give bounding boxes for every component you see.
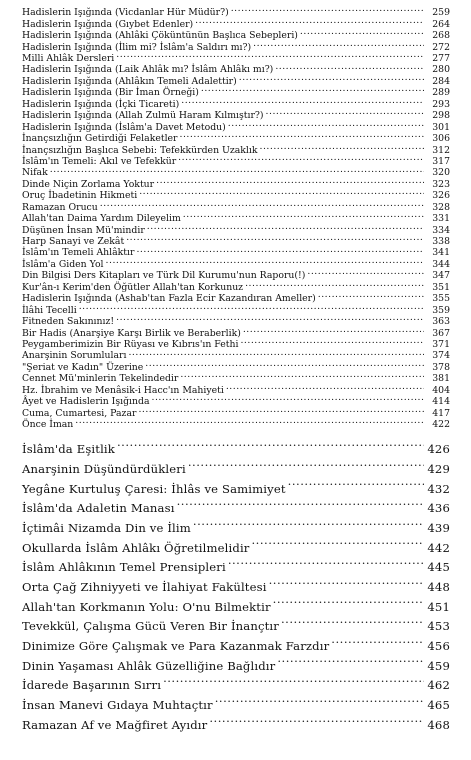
dot-leader xyxy=(281,619,424,631)
toc-entry xyxy=(22,558,450,578)
dot-leader xyxy=(188,461,424,473)
dot-leader xyxy=(240,338,424,347)
toc-entry-page-number: 317 xyxy=(432,155,450,167)
dot-leader xyxy=(318,292,424,301)
dot-leader xyxy=(215,698,424,710)
toc-entry-title: Hadislerin Işığında (Ahlâkın Temeli Adalettir) xyxy=(22,75,237,87)
dot-leader xyxy=(266,109,424,118)
toc-small-section xyxy=(22,6,450,429)
toc-entry-title: Dinimize Göre Çalışmak ve Para Kazanmak Farzdır xyxy=(22,639,330,654)
toc-entry xyxy=(22,578,450,598)
dot-leader xyxy=(128,349,424,358)
dot-leader xyxy=(231,6,424,15)
toc-entry xyxy=(22,52,450,63)
toc-entry-title: Oruç İbadetinin Hikmeti xyxy=(22,190,138,202)
toc-entry-page-number: 451 xyxy=(427,599,450,614)
toc-entry-title: İslâm'a Giden Yol xyxy=(22,258,104,270)
dot-leader xyxy=(147,223,424,232)
toc-entry-page-number: 453 xyxy=(427,619,450,634)
toc-entry xyxy=(22,637,450,657)
dot-leader xyxy=(79,303,424,312)
dot-leader xyxy=(139,189,424,198)
toc-entry-page-number: 448 xyxy=(427,580,450,594)
toc-entry xyxy=(22,338,450,349)
toc-entry-title: Hadislerin Işığında (Bir İman Örneği) xyxy=(22,87,199,99)
toc-entry-page-number: 371 xyxy=(432,338,450,350)
toc-entry-page-number: 359 xyxy=(432,304,450,316)
toc-entry-title: "Şeriat ve Kadın" Üzerine xyxy=(22,361,144,373)
toc-entry-title: İnsan Manevi Gıdaya Muhtaçtır xyxy=(22,698,213,713)
toc-entry-page-number: 268 xyxy=(432,30,450,42)
toc-entry-title: Yegâne Kurtuluş Çaresi: İhlâs ve Samimiyet xyxy=(22,481,286,496)
dot-leader xyxy=(228,560,424,572)
toc-entry-page-number: 334 xyxy=(432,224,450,236)
toc-entry-title: İdarede Başarının Sırrı xyxy=(22,678,162,693)
toc-entry-title: Orta Çağ Zihniyyeti ve İlahiyat Fakültesi xyxy=(22,580,267,594)
toc-entry-page-number: 462 xyxy=(427,678,450,693)
toc-entry xyxy=(22,676,450,696)
toc-entry-page-number: 277 xyxy=(432,53,450,65)
toc-entry-title: Peygamberimizin Bir Rüyası ve Kıbrıs'ın Fethi xyxy=(22,338,239,350)
toc-entry-page-number: 264 xyxy=(432,18,450,30)
toc-entry-page-number: 426 xyxy=(427,442,450,457)
dot-leader xyxy=(243,326,424,335)
toc-entry-title: Hadislerin Işığında (İlim mi? İslâm'a Saldırı mı?) xyxy=(22,41,252,53)
dot-leader xyxy=(269,579,424,591)
dot-leader xyxy=(239,75,424,84)
toc-entry xyxy=(22,235,450,246)
toc-entry xyxy=(22,499,450,519)
toc-entry-page-number: 272 xyxy=(432,41,450,53)
toc-entry-title: İnançsızlığın Getirdiği Felaketler xyxy=(22,133,178,145)
toc-entry-page-number: 331 xyxy=(432,213,450,225)
toc-entry-page-number: 429 xyxy=(427,461,450,476)
toc-entry-title: Tevekkül, Çalışma Gücü Veren Bir İnançtır xyxy=(22,619,279,634)
toc-entry xyxy=(22,460,450,480)
dot-leader xyxy=(253,40,424,49)
toc-entry-page-number: 326 xyxy=(432,190,450,202)
toc-entry-title: Dinde Niçin Zorlama Yoktur xyxy=(22,178,155,190)
toc-large-section xyxy=(22,440,450,735)
toc-entry-title: Hadislerin Işığında (Ahlâki Çöküntünün Başlıca Sebepleri) xyxy=(22,30,298,42)
toc-entry-page-number: 355 xyxy=(432,293,450,305)
toc-entry-page-number: 465 xyxy=(427,698,450,713)
toc-entry-title: Hz. İbrahim ve Menâsik-i Hacc'ın Mahiyeti xyxy=(22,384,224,396)
toc-entry xyxy=(22,406,450,417)
toc-entry-title: Cennet Mü'minlerin Tekelindedir xyxy=(22,373,179,385)
dot-leader xyxy=(50,166,424,175)
toc-entry-title: Kur'ân-ı Kerim'den Öğütler Allah'tan Korkunuz xyxy=(22,281,244,293)
toc-entry-title: Okullarda İslâm Ahlâkı Öğretilmelidir xyxy=(22,540,250,555)
toc-entry-page-number: 404 xyxy=(432,384,450,396)
toc-entry-page-number: 338 xyxy=(432,236,450,248)
toc-entry-page-number: 341 xyxy=(432,247,450,259)
toc-entry-title: Dinin Yaşaması Ahlâk Güzelliğine Bağlıdır xyxy=(22,658,276,673)
dot-leader xyxy=(331,638,424,650)
toc-entry-page-number: 417 xyxy=(432,407,450,419)
toc-entry xyxy=(22,40,450,51)
toc-entry xyxy=(22,212,450,223)
toc-entry-page-number: 323 xyxy=(432,178,450,190)
dot-leader xyxy=(275,63,424,72)
toc-entry xyxy=(22,98,450,109)
dot-leader xyxy=(209,717,424,729)
toc-entry xyxy=(22,29,450,40)
toc-entry-page-number: 312 xyxy=(432,144,450,156)
toc-entry-page-number: 381 xyxy=(432,373,450,385)
toc-entry-title: Düşünen İnsan Mü'mindir xyxy=(22,224,145,236)
toc-entry xyxy=(22,86,450,97)
dot-leader xyxy=(75,418,424,427)
toc-entry xyxy=(22,143,450,154)
dot-leader xyxy=(273,599,424,611)
dot-leader xyxy=(106,258,424,267)
toc-entry-title: Cuma, Cumartesi, Pazar xyxy=(22,407,137,419)
toc-entry-page-number: 442 xyxy=(427,540,450,555)
dot-leader xyxy=(117,442,424,454)
toc-entry xyxy=(22,480,450,500)
dot-leader xyxy=(226,383,424,392)
toc-entry xyxy=(22,63,450,74)
toc-entry xyxy=(22,246,450,257)
toc-entry-title: Hadislerin Işığında (İçki Ticareti) xyxy=(22,98,180,110)
toc-entry xyxy=(22,440,450,460)
dot-leader xyxy=(180,372,424,381)
toc-entry xyxy=(22,292,450,303)
toc-entry xyxy=(22,17,450,28)
dot-leader xyxy=(277,658,424,670)
toc-entry-page-number: 320 xyxy=(432,167,450,179)
toc-entry xyxy=(22,303,450,314)
toc-entry xyxy=(22,6,450,17)
dot-leader xyxy=(181,98,424,107)
toc-entry-page-number: 280 xyxy=(432,64,450,76)
toc-entry-title: Hadislerin Işığında (Ashab'tan Fazla Ecir Kazandıran Ameller) xyxy=(22,293,316,305)
toc-entry xyxy=(22,258,450,269)
toc-entry-page-number: 306 xyxy=(432,133,450,145)
dot-leader xyxy=(193,520,424,532)
toc-entry-page-number: 378 xyxy=(432,361,450,373)
dot-leader xyxy=(307,269,424,278)
toc-entry-title: Hadislerin Işığında (Vicdanlar Hür Müdür?) xyxy=(22,7,229,19)
dot-leader xyxy=(177,501,424,513)
toc-entry xyxy=(22,383,450,394)
dot-leader xyxy=(245,281,424,290)
toc-entry-page-number: 298 xyxy=(432,110,450,122)
toc-entry xyxy=(22,696,450,716)
toc-entry-page-number: 301 xyxy=(432,121,450,133)
toc-entry xyxy=(22,178,450,189)
toc-entry-page-number: 468 xyxy=(427,717,450,732)
toc-entry-title: İslâm'ın Temeli Ahlâktır xyxy=(22,247,135,259)
toc-entry-page-number: 367 xyxy=(432,327,450,339)
toc-entry-page-number: 344 xyxy=(432,258,450,270)
toc-entry-page-number: 445 xyxy=(427,560,450,575)
toc-entry-title: Ramazan Orucu xyxy=(22,201,98,213)
toc-entry xyxy=(22,657,450,677)
dot-leader xyxy=(180,132,425,141)
toc-entry-title: Anarşinin Sorumluları xyxy=(22,350,127,362)
toc-entry-page-number: 363 xyxy=(432,316,450,328)
toc-entry-page-number: 456 xyxy=(427,639,450,654)
dot-leader xyxy=(252,540,425,552)
toc-entry xyxy=(22,361,450,372)
toc-entry-title: Hadislerin Işığında (İslâm'a Davet Metodu) xyxy=(22,121,226,133)
toc-entry-page-number: 436 xyxy=(427,501,450,516)
toc-entry-page-number: 459 xyxy=(427,658,450,673)
toc-entry xyxy=(22,418,450,429)
toc-entry-title: Fitneden Sakınınız! xyxy=(22,316,115,328)
toc-entry-title: Milli Ahlâk Dersleri xyxy=(22,53,115,65)
toc-entry xyxy=(22,223,450,234)
toc-entry-title: İslâm Ahlâkının Temel Prensipleri xyxy=(22,560,226,575)
dot-leader xyxy=(163,678,424,690)
toc-entry-title: Anarşinin Düşündürdükleri xyxy=(22,461,186,476)
dot-leader xyxy=(178,155,424,164)
toc-entry-page-number: 347 xyxy=(432,270,450,282)
dot-leader xyxy=(201,86,424,95)
toc-entry xyxy=(22,166,450,177)
toc-entry-page-number: 374 xyxy=(432,350,450,362)
toc-entry-page-number: 259 xyxy=(432,7,450,19)
toc-entry-page-number: 414 xyxy=(432,396,450,408)
toc-entry-title: Hadislerin Işığında (Allah Zulmü Haram Kılmıştır?) xyxy=(22,110,264,122)
toc-entry-page-number: 293 xyxy=(432,98,450,110)
dot-leader xyxy=(100,200,424,209)
toc-entry xyxy=(22,519,450,539)
toc-entry xyxy=(22,372,450,383)
toc-entry-page-number: 439 xyxy=(427,520,450,535)
toc-entry xyxy=(22,132,450,143)
toc-entry-title: İslâm'ın Temeli: Akıl ve Tefekkür xyxy=(22,155,177,167)
dot-leader xyxy=(138,406,424,415)
toc-entry xyxy=(22,269,450,280)
toc-entry xyxy=(22,716,450,736)
toc-entry-title: Bir Hadis (Anarşiye Karşı Birlik ve Beraberlik) xyxy=(22,327,241,339)
toc-entry-page-number: 328 xyxy=(432,201,450,213)
toc-entry xyxy=(22,189,450,200)
dot-leader xyxy=(195,17,424,26)
toc-entry-title: İslâm'da Eşitlik xyxy=(22,442,115,457)
toc-entry-title: Hadislerin Işığında (Gıybet Edenler) xyxy=(22,18,194,30)
toc-entry xyxy=(22,349,450,360)
toc-entry xyxy=(22,315,450,326)
toc-entry-page-number: 289 xyxy=(432,87,450,99)
toc-entry-title: İçtimâi Nizamda Din ve İlim xyxy=(22,520,191,535)
toc-entry-title: Harp Sanayi ve Zekât xyxy=(22,236,125,248)
toc-entry-title: İnançsızlığın Başlıca Sebebi: Tefekkürden Uzaklık xyxy=(22,144,258,156)
dot-leader xyxy=(126,235,424,244)
toc-entry-page-number: 284 xyxy=(432,75,450,87)
toc-entry xyxy=(22,281,450,292)
toc-entry xyxy=(22,598,450,618)
dot-leader xyxy=(145,361,424,370)
toc-entry-title: Hadislerin Işığında (Laik Ahlâk mı? İslâm Ahlâkı mı?) xyxy=(22,64,274,76)
toc-entry xyxy=(22,326,450,337)
dot-leader xyxy=(183,212,424,221)
dot-leader xyxy=(228,120,424,129)
toc-entry xyxy=(22,155,450,166)
dot-leader xyxy=(116,315,424,324)
toc-entry xyxy=(22,617,450,637)
toc-entry xyxy=(22,395,450,406)
toc-entry-title: Nifak xyxy=(22,167,48,179)
dot-leader xyxy=(152,395,425,404)
toc-entry xyxy=(22,120,450,131)
toc-entry-title: Âyet ve Hadislerin Işığında xyxy=(22,396,150,408)
toc-entry-title: Allah'tan Korkmanın Yolu: O'nu Bilmektir xyxy=(22,599,271,614)
toc-entry-title: Allah'tan Daima Yardım Dileyelim xyxy=(22,213,181,225)
toc-entry xyxy=(22,200,450,211)
dot-leader xyxy=(260,143,425,152)
dot-leader xyxy=(116,52,424,61)
toc-entry-page-number: 432 xyxy=(427,481,450,496)
toc-entry-page-number: 422 xyxy=(432,419,450,431)
toc-entry-page-number: 351 xyxy=(432,281,450,293)
dot-leader xyxy=(156,178,424,187)
toc-entry-title: İlâhi Tecelli xyxy=(22,304,77,316)
dot-leader xyxy=(136,246,424,255)
table-of-contents xyxy=(22,6,450,736)
toc-entry-title: Önce İman xyxy=(22,419,74,431)
toc-entry-title: İslâm'da Adaletin Manası xyxy=(22,501,175,516)
toc-entry-title: Ramazan Af ve Mağfiret Ayıdır xyxy=(22,717,208,732)
toc-entry xyxy=(22,109,450,120)
dot-leader xyxy=(300,29,424,38)
toc-entry xyxy=(22,539,450,559)
dot-leader xyxy=(288,481,424,493)
toc-entry-title: Din Bilgisi Ders Kitapları ve Türk Dil Kurumu'nun Raporu(!) xyxy=(22,270,306,282)
toc-entry xyxy=(22,75,450,86)
